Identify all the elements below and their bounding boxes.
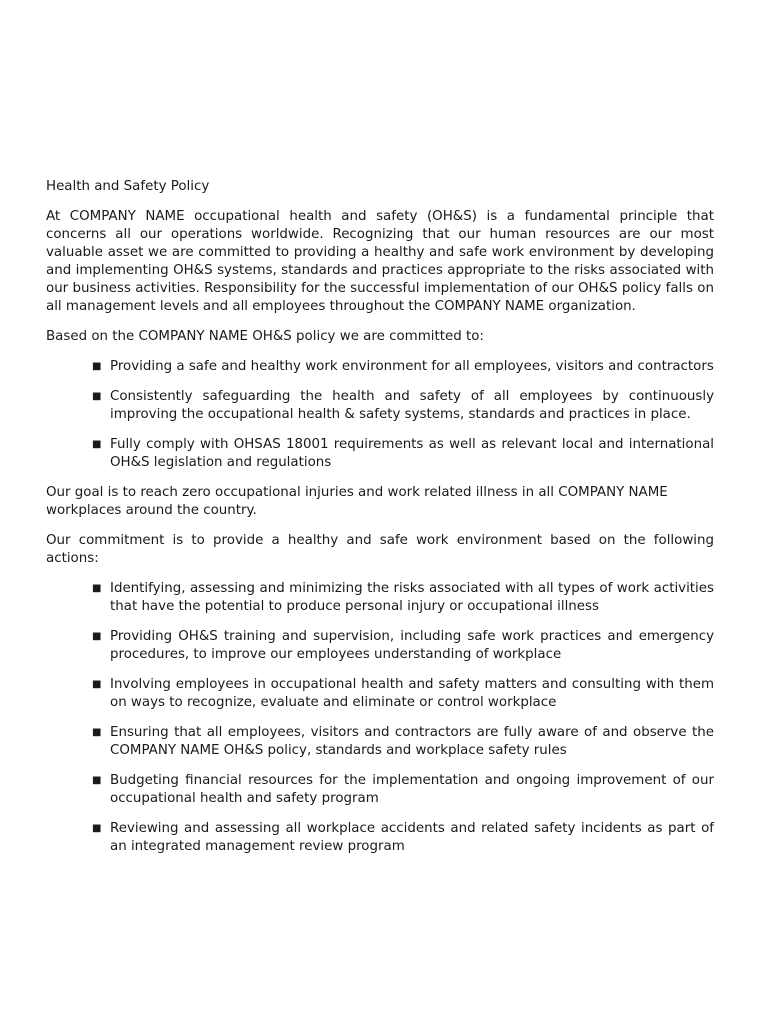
- bullet-icon: ■: [92, 439, 102, 450]
- document-page: [46, 178, 714, 868]
- actions-lead: Our commitment is to provide a healthy and safe work environment based on the following actions:: [46, 533, 714, 566]
- list-item: [46, 772, 714, 808]
- list-item-text: Reviewing and assessing all workplace accidents and related safety incidents as part of an integrated management review program: [110, 821, 714, 854]
- list-item-text: Consistently safeguarding the health and safety of all employees by continuously improving the occupational health & safety systems, standards and practices in place.: [110, 389, 714, 422]
- list-item: [46, 676, 714, 712]
- commitment-lead: Based on the COMPANY NAME OH&S policy we are committed to:: [46, 329, 484, 344]
- list-item: [46, 628, 714, 664]
- actions-list: [46, 580, 714, 856]
- document-title: Health and Safety Policy: [46, 179, 210, 194]
- list-item: [46, 436, 714, 472]
- list-item-text: Ensuring that all employees, visitors and contractors are fully aware of and observe the COMPANY NAME OH&S policy, standards and workplace safety rules: [110, 725, 714, 758]
- list-item: [46, 388, 714, 424]
- bullet-icon: ■: [92, 823, 102, 834]
- goal-paragraph: Our goal is to reach zero occupational injuries and work related illness in all COMPANY NAME workplaces around the country.: [46, 485, 668, 518]
- list-item-text: Identifying, assessing and minimizing the risks associated with all types of work activities that have the potential to produce personal injury or occupational illness: [110, 581, 714, 614]
- list-item-text: Budgeting financial resources for the implementation and ongoing improvement of our occupational health and safety program: [110, 773, 714, 806]
- bullet-icon: ■: [92, 775, 102, 786]
- list-item: [46, 820, 714, 856]
- bullet-icon: ■: [92, 391, 102, 402]
- list-item-text: Fully comply with OHSAS 18001 requirements as well as relevant local and international OH&S legislation and regulations: [110, 437, 714, 470]
- list-item: [46, 358, 714, 376]
- list-item-text: Involving employees in occupational health and safety matters and consulting with them on ways to recognize, evaluate and eliminate or control workplace: [110, 677, 714, 710]
- list-item-text: Providing OH&S training and supervision, including safe work practices and emergency procedures, to improve our employees understanding of workplace: [110, 629, 714, 662]
- intro-paragraph: At COMPANY NAME occupational health and safety (OH&S) is a fundamental principle that concerns all our operations worldwide. Recognizing that our human resources are our most valuable asset we are committed to providing a healthy and safe work environment by developing and implementing OH&S systems, standards and practices appropriate to the risks associated with our business activities. Responsibility for the successful implementation of our OH&S policy falls on all management levels and all employees throughout the COMPANY NAME organization.: [46, 209, 714, 314]
- bullet-icon: ■: [92, 361, 102, 372]
- commitment-list: [46, 358, 714, 472]
- list-item: [46, 724, 714, 760]
- bullet-icon: ■: [92, 631, 102, 642]
- list-item-text: Providing a safe and healthy work environment for all employees, visitors and contractors: [110, 359, 714, 374]
- list-item: [46, 580, 714, 616]
- bullet-icon: ■: [92, 583, 102, 594]
- bullet-icon: ■: [92, 727, 102, 738]
- bullet-icon: ■: [92, 679, 102, 690]
